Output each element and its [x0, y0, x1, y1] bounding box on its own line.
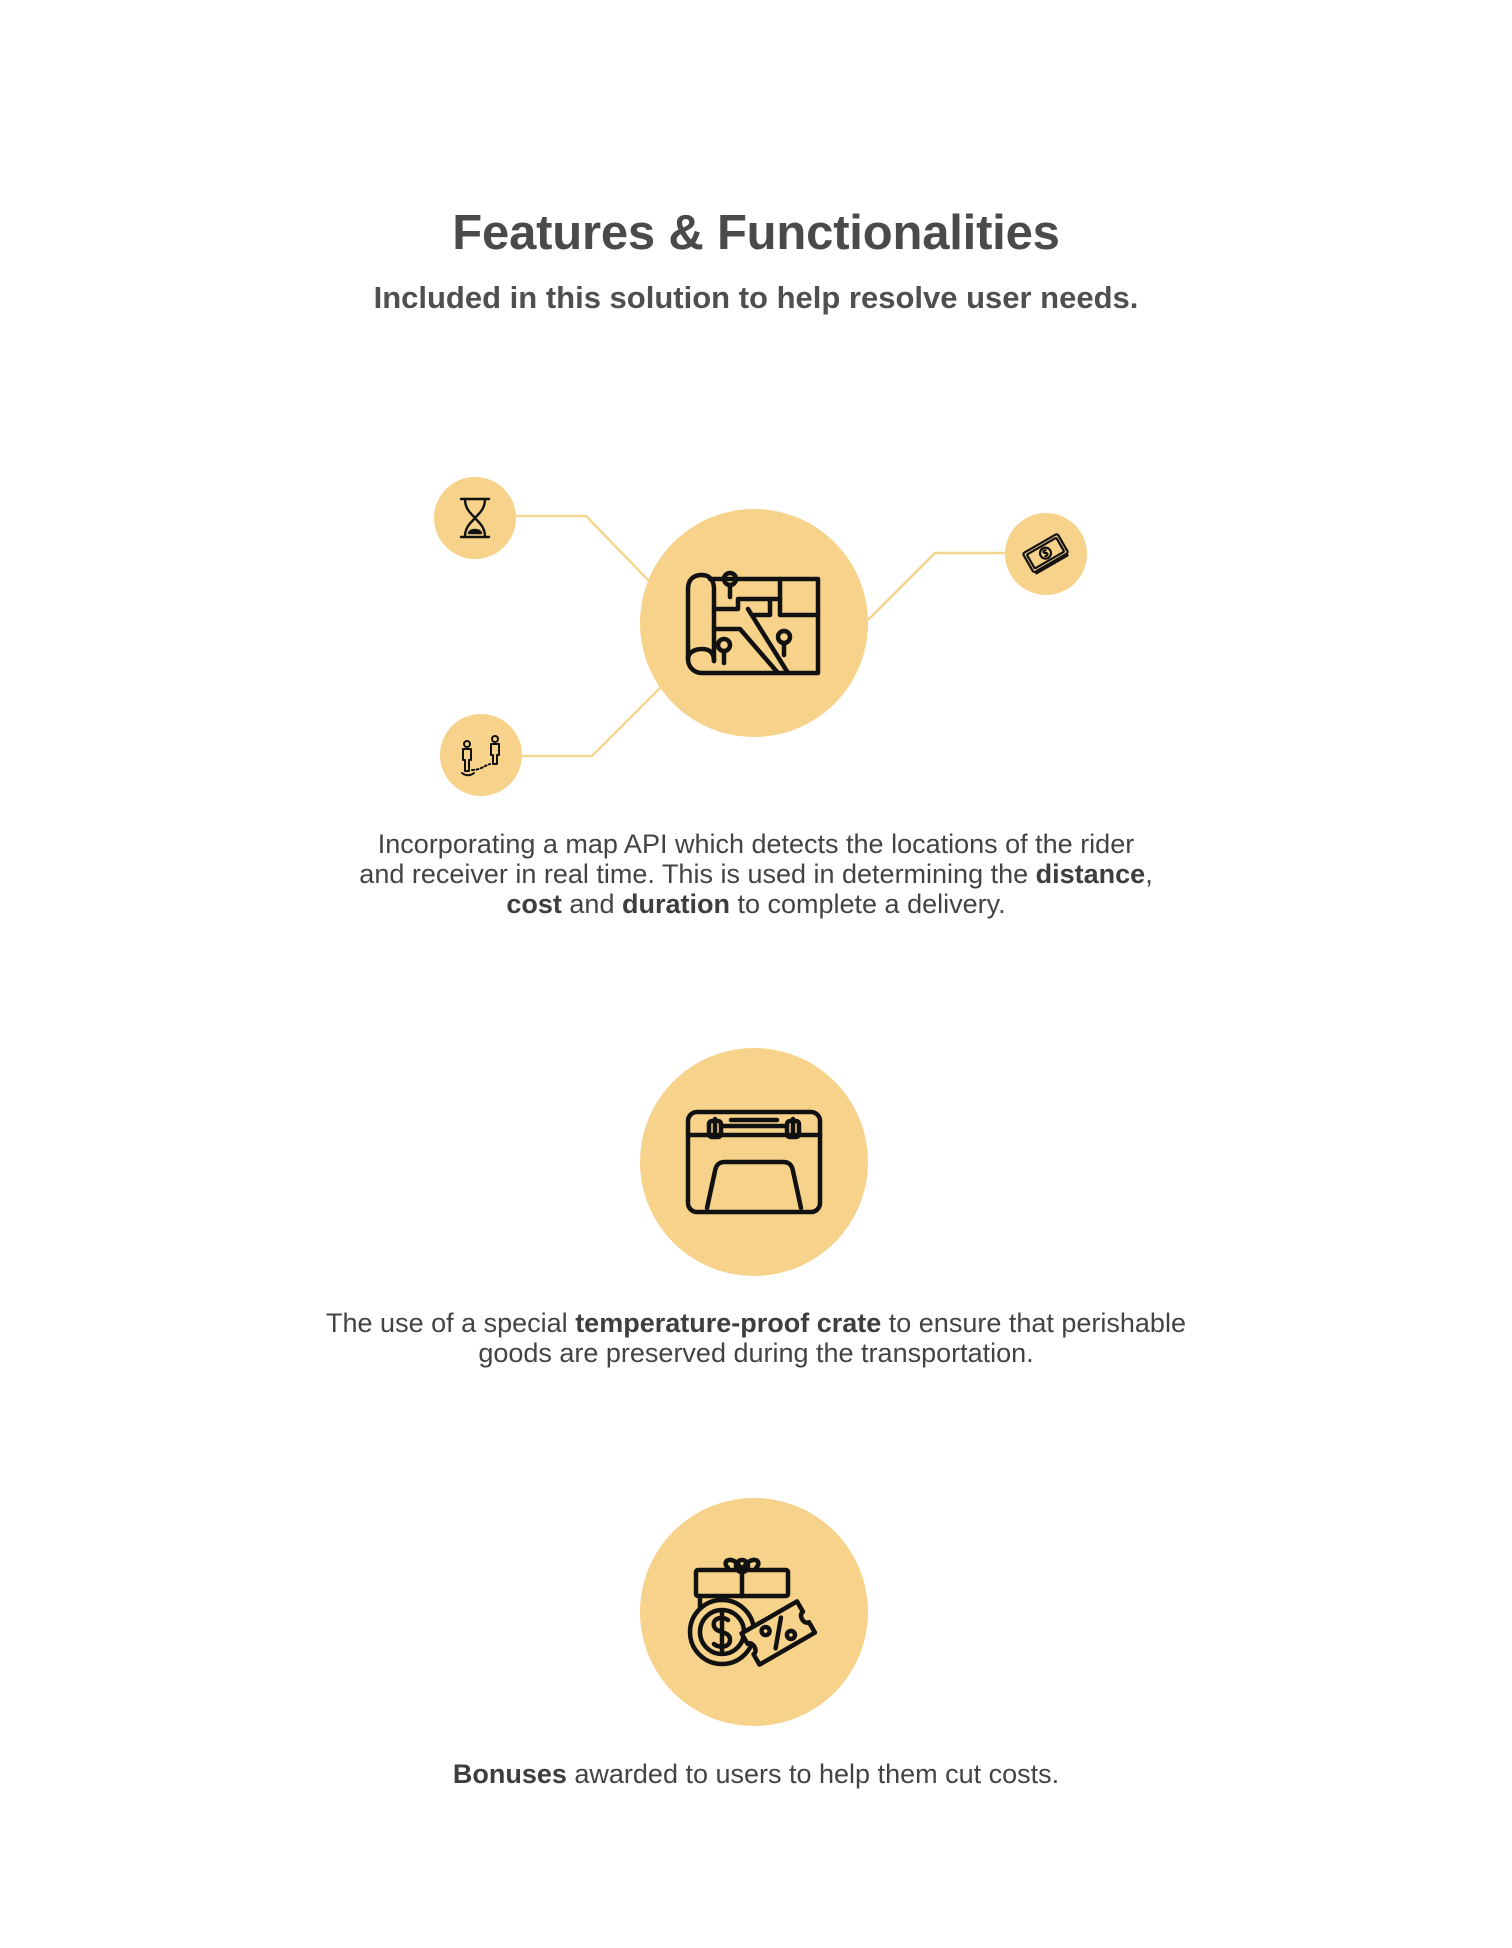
crate-desc-line-2: goods are preserved during the transportation.	[478, 1338, 1034, 1368]
connector-people	[522, 686, 662, 756]
map-icon	[684, 567, 824, 679]
map-desc-and: and	[561, 889, 622, 919]
hourglass-icon	[458, 496, 492, 540]
crate-desc-line-1-post: to ensure that perishable	[881, 1308, 1186, 1338]
map-desc-line-1: Incorporating a map API which detects the locations of the rider	[377, 829, 1135, 859]
crate-desc-bold: temperature-proof crate	[575, 1308, 882, 1338]
money-icon	[1023, 533, 1069, 575]
map-desc-distance: distance	[1035, 859, 1146, 889]
map-desc-duration: duration	[621, 889, 730, 919]
connector-hourglass	[516, 516, 650, 582]
map-feature-circle	[640, 509, 868, 737]
bonus-desc-text: awarded to users to help them cut costs.	[566, 1759, 1060, 1789]
crate-feature-description	[0, 1308, 1512, 1368]
crate-feature-circle	[640, 1048, 868, 1276]
connector-money	[868, 553, 1005, 620]
cooler-crate-icon	[685, 1109, 823, 1215]
hourglass-feature-circle	[434, 477, 516, 559]
page-subtitle: Included in this solution to help resolve user needs.	[373, 280, 1139, 315]
map-feature-description	[0, 829, 1512, 919]
crate-desc-line-1-pre: The use of a special	[326, 1308, 576, 1338]
bonus-discount-icon	[684, 1546, 824, 1678]
map-desc-comma: ,	[1145, 859, 1153, 889]
bonus-feature-description	[0, 1759, 1512, 1789]
bonus-desc-bold: Bonuses	[452, 1759, 567, 1789]
bonus-feature-circle	[640, 1498, 868, 1726]
map-desc-line-2: and receiver in real time. This is used in determining the	[359, 859, 1036, 889]
map-desc-line-3: to complete a delivery.	[729, 889, 1006, 919]
money-feature-circle	[1005, 513, 1087, 595]
people-route-icon	[458, 734, 504, 776]
map-desc-cost: cost	[506, 889, 562, 919]
people-route-feature-circle	[440, 714, 522, 796]
page-title: Features & Functionalities	[452, 206, 1060, 260]
